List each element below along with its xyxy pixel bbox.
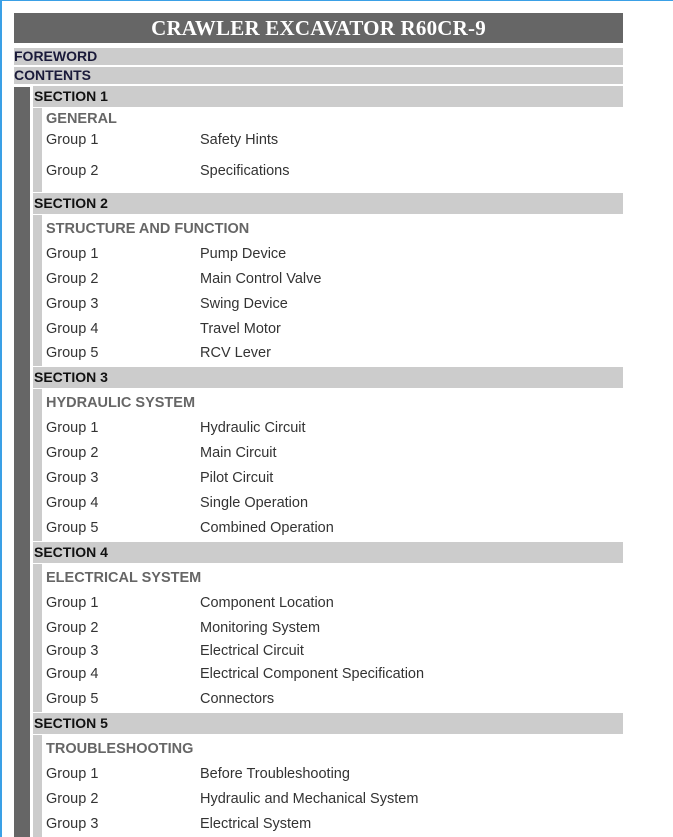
group-label[interactable]: Group 2	[46, 445, 99, 461]
section-5-tree-bar	[33, 735, 42, 837]
group-label[interactable]: Group 3	[46, 470, 99, 486]
group-label[interactable]: Group 1	[46, 246, 99, 262]
group-link[interactable]: RCV Lever	[200, 345, 271, 361]
group-link[interactable]: Travel Motor	[200, 321, 281, 337]
group-link[interactable]: Combined Operation	[200, 520, 334, 536]
group-link[interactable]: Safety Hints	[200, 132, 279, 148]
section-1-tree-bar	[33, 108, 42, 192]
section-2-header[interactable]: SECTION 2	[33, 193, 623, 214]
group-link[interactable]: Specifications	[200, 163, 290, 179]
group-link[interactable]: Hydraulic Circuit	[200, 420, 306, 436]
group-label[interactable]: Group 3	[46, 816, 99, 832]
group-label[interactable]: Group 2	[46, 163, 99, 179]
group-link[interactable]: Pump Device	[200, 246, 287, 262]
section-3-header[interactable]: SECTION 3	[33, 367, 623, 388]
section-3-tree-bar	[33, 389, 42, 541]
group-link[interactable]: Electrical System	[200, 816, 312, 832]
contents-link[interactable]: CONTENTS	[14, 67, 623, 84]
section-1-title[interactable]: GENERAL	[46, 111, 117, 127]
group-link[interactable]: Before Troubleshooting	[200, 766, 350, 782]
section-3-title[interactable]: HYDRAULIC SYSTEM	[46, 395, 196, 411]
section-2-tree-bar	[33, 215, 42, 366]
manual-title: CRAWLER EXCAVATOR R60CR-9	[14, 13, 623, 43]
group-link[interactable]: Connectors	[200, 691, 275, 707]
section-4-header[interactable]: SECTION 4	[33, 542, 623, 563]
section-4-title[interactable]: ELECTRICAL SYSTEM	[46, 570, 202, 586]
group-link[interactable]: Monitoring System	[200, 620, 321, 636]
page-left-border	[0, 0, 2, 837]
group-label[interactable]: Group 2	[46, 620, 99, 636]
group-link[interactable]: Electrical Component Specification	[200, 666, 425, 682]
contents-tree-bar	[14, 87, 30, 837]
group-label[interactable]: Group 3	[46, 296, 99, 312]
group-link[interactable]: Pilot Circuit	[200, 470, 274, 486]
group-label[interactable]: Group 1	[46, 595, 99, 611]
group-label[interactable]: Group 4	[46, 666, 99, 682]
group-link[interactable]: Swing Device	[200, 296, 288, 312]
group-label[interactable]: Group 5	[46, 520, 99, 536]
page-top-border	[0, 0, 673, 1]
group-label[interactable]: Group 5	[46, 345, 99, 361]
section-5-header[interactable]: SECTION 5	[33, 713, 623, 734]
group-link[interactable]: Main Circuit	[200, 445, 277, 461]
group-label[interactable]: Group 4	[46, 321, 99, 337]
group-link[interactable]: Hydraulic and Mechanical System	[200, 791, 419, 807]
group-link[interactable]: Main Control Valve	[200, 271, 322, 287]
group-link[interactable]: Component Location	[200, 595, 334, 611]
group-label[interactable]: Group 1	[46, 420, 99, 436]
section-1-header[interactable]: SECTION 1	[33, 86, 623, 107]
group-label[interactable]: Group 2	[46, 271, 99, 287]
group-label[interactable]: Group 5	[46, 691, 99, 707]
group-label[interactable]: Group 1	[46, 132, 99, 148]
foreword-link[interactable]: FOREWORD	[14, 48, 623, 65]
group-link[interactable]: Single Operation	[200, 495, 309, 511]
section-2-title[interactable]: STRUCTURE AND FUNCTION	[46, 221, 250, 237]
group-label[interactable]: Group 2	[46, 791, 99, 807]
group-label[interactable]: Group 4	[46, 495, 99, 511]
group-link[interactable]: Electrical Circuit	[200, 643, 304, 659]
section-5-title[interactable]: TROUBLESHOOTING	[46, 741, 194, 757]
section-4-tree-bar	[33, 564, 42, 712]
group-label[interactable]: Group 1	[46, 766, 99, 782]
group-label[interactable]: Group 3	[46, 643, 99, 659]
